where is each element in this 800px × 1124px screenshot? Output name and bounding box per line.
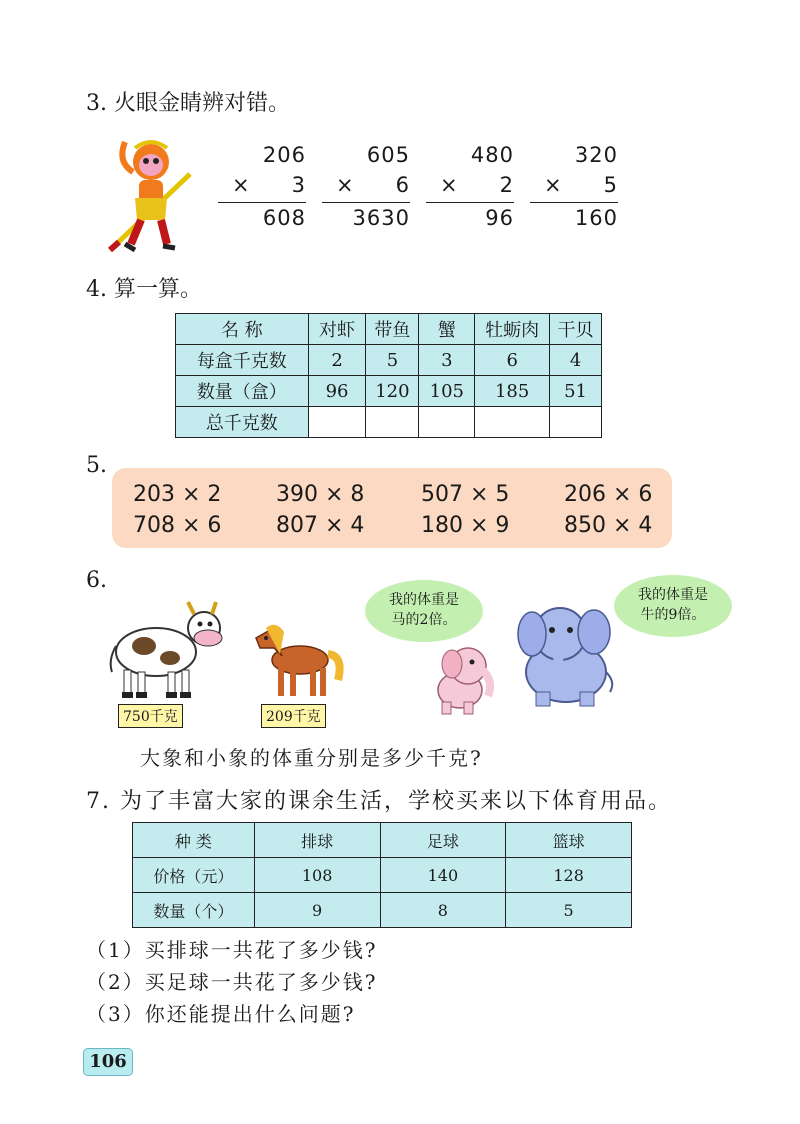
sports-equipment-table [132,822,632,928]
table-row [176,407,602,438]
table-cell: 3 [419,345,475,376]
expression: 708 × 6 [133,513,222,538]
sub-question-1: （1）买排球一共花了多少钱? [86,938,378,962]
table-cell: 5 [506,893,632,928]
monkey-king-illustration [105,132,195,254]
times-sign: × [232,173,251,197]
calc-4-result: 160 [574,206,618,230]
table-cell: 51 [550,376,602,407]
big-elephant-illustration [514,600,620,708]
table-header-cell: 牡蛎肉 [475,314,550,345]
row-label: 数量（盒） [176,376,309,407]
expression: 807 × 4 [276,513,365,538]
table-cell: 9 [254,893,380,928]
table-cell: 185 [475,376,550,407]
answer-cell[interactable] [475,407,550,438]
problem-3-heading: 3. 火眼金睛辨对错。 [86,91,290,116]
table-cell: 4 [550,345,602,376]
table-row [133,823,632,858]
calc-1-result: 608 [262,206,306,230]
calc-1 [226,140,306,233]
answer-cell[interactable] [419,407,475,438]
bubble-text: 我的体重是 [638,587,708,603]
speech-bubble-small-elephant [365,580,483,642]
problem-5-heading: 5. [86,453,107,478]
table-header-cell: 对虾 [308,314,366,345]
page-number: 106 [83,1048,133,1076]
problem-4-heading: 4. 算一算。 [86,277,202,302]
expression: 390 × 8 [276,482,365,507]
table-cell: 6 [475,345,550,376]
sub-question-2: （2）买足球一共花了多少钱? [86,970,378,994]
calc-3-result: 96 [485,206,514,230]
row-label: 数量（个） [133,893,255,928]
table-header-cell: 篮球 [506,823,632,858]
cow-weight-label: 750千克 [118,704,183,728]
expression: 507 × 5 [421,482,510,507]
answer-cell[interactable] [550,407,602,438]
table-cell: 120 [366,376,419,407]
calc-1-multiplier: 3 [291,173,306,197]
calc-2-result: 3630 [352,206,410,230]
horse-illustration [252,620,344,700]
table-header-cell: 种 类 [133,823,255,858]
table-cell: 140 [380,858,506,893]
bubble-text: 马的2倍。 [391,612,457,628]
answer-cell[interactable] [366,407,419,438]
row-label: 总千克数 [176,407,309,438]
table-cell: 5 [366,345,419,376]
table-header-cell: 带鱼 [366,314,419,345]
table-cell: 2 [308,345,366,376]
speech-bubble-big-elephant [614,575,732,637]
calc-1-top: 206 [262,143,306,167]
expression: 850 × 4 [564,513,653,538]
horse-weight-label: 209千克 [261,704,326,728]
sub-question-3: （3）你还能提出什么问题? [86,1002,356,1026]
calc-2-multiplier: 6 [395,173,410,197]
times-sign: × [544,173,563,197]
calc-4 [538,140,618,233]
table-header-cell: 排球 [254,823,380,858]
table-cell: 128 [506,858,632,893]
table-header-cell: 干贝 [550,314,602,345]
expression: 180 × 9 [421,513,510,538]
calc-2 [330,140,410,233]
calc-4-top: 320 [574,143,618,167]
table-header-cell: 足球 [380,823,506,858]
row-label: 每盒千克数 [176,345,309,376]
table-cell: 96 [308,376,366,407]
times-sign: × [440,173,459,197]
table-header-cell: 蟹 [419,314,475,345]
table-cell: 105 [419,376,475,407]
calc-3-multiplier: 2 [499,173,514,197]
table-cell: 8 [380,893,506,928]
small-elephant-illustration [428,640,500,716]
seafood-table [175,313,602,438]
problem-6-question: 大象和小象的体重分别是多少千克? [140,746,483,770]
bubble-text: 牛的9倍。 [640,607,706,623]
expression: 206 × 6 [564,482,653,507]
row-label: 价格（元） [133,858,255,893]
table-cell: 108 [254,858,380,893]
table-row [133,893,632,928]
problem-6-heading: 6. [86,568,107,593]
cow-illustration [104,600,226,700]
table-row [176,314,602,345]
expression: 203 × 2 [133,482,222,507]
table-row [133,858,632,893]
calc-4-multiplier: 5 [603,173,618,197]
problem-7-heading: 7. 为了丰富大家的课余生活，学校买来以下体育用品。 [86,789,672,814]
calc-2-top: 605 [366,143,410,167]
calc-3-top: 480 [470,143,514,167]
table-row [176,376,602,407]
table-row [176,345,602,376]
answer-cell[interactable] [308,407,366,438]
times-sign: × [336,173,355,197]
bubble-text: 我的体重是 [389,592,459,608]
calc-3 [434,140,514,233]
table-header-cell: 名 称 [176,314,309,345]
